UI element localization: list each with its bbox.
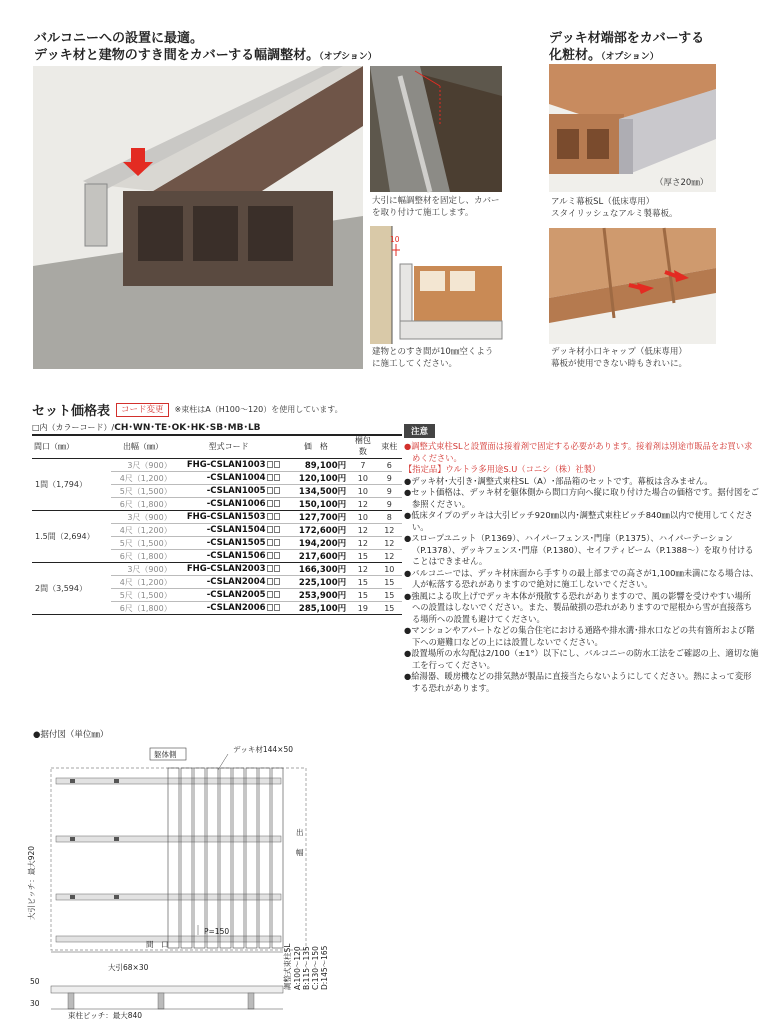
package-count-cell: 10	[349, 472, 376, 485]
depth-cell: 3尺（900）	[111, 459, 174, 472]
post-count-cell: 15	[377, 576, 402, 589]
deck-board	[181, 768, 192, 948]
depth-cell: 6尺（1,800）	[111, 498, 174, 511]
post-count-cell: 6	[377, 459, 402, 472]
balcony-heading: バルコニーへの設置に最適。 デッキ材と建物のすき間をカバーする幅調整材。（オプション）	[34, 31, 377, 63]
deck-board	[220, 768, 231, 948]
model-cell: -CSLAN1505	[175, 537, 283, 550]
depth-cell: 3尺（900）	[111, 511, 174, 524]
span-cell: 1.5間（2,694）	[32, 511, 111, 563]
price-cell: 285,100円	[283, 602, 350, 615]
main-photo	[33, 66, 363, 369]
span-cell: 1間（1,794）	[32, 459, 111, 511]
model-cell: -CSLAN1006	[175, 498, 283, 511]
package-count-cell: 12	[349, 524, 376, 537]
depth-cell: 4尺（1,200）	[111, 472, 174, 485]
installation-diagram	[28, 740, 358, 1022]
package-count-cell: 19	[349, 602, 376, 615]
note-item: ●設置場所の水勾配は2/100（±1°）以下にし、バルコニーの防水工法をご確認の上、適切な施工を行ってください。	[404, 648, 759, 670]
post-count-cell: 12	[377, 537, 402, 550]
table-row	[32, 459, 402, 472]
post-pitch-label: 束柱ピッチ：最大840	[68, 1011, 143, 1020]
package-count-cell: 12	[349, 537, 376, 550]
price-cell: 194,200円	[283, 537, 350, 550]
note-item: ●調整式束柱SLと設置面は接着剤で固定する必要があります。接着剤は別途市販品をお買い求めください。	[404, 441, 753, 463]
gap-dim-label: 10	[390, 235, 400, 244]
dim-30: 30	[30, 999, 40, 1008]
set-price-header	[32, 400, 343, 419]
cap-caption: デッキ材小口キャップ（低床専用） 幕板が使用できない時もきれいに。	[551, 347, 688, 369]
package-count-cell: 12	[349, 498, 376, 511]
span-cell: 2間（3,594）	[32, 563, 111, 615]
aluminum-panel-photo	[549, 64, 716, 192]
thickness-label: （厚さ20㎜）	[655, 178, 709, 188]
note-item: ●セット価格は、デッキ材を躯体側から間口方向へ縦に取り付けた場合の価格です。据付図をご参照ください。	[404, 487, 759, 509]
depth-label-2: 幅	[296, 848, 304, 857]
price-cell: 225,100円	[283, 576, 350, 589]
span-label: 間 口	[146, 940, 169, 949]
model-cell: FHG-CSLAN1003	[175, 459, 283, 472]
deck-board	[194, 768, 205, 948]
deck-board	[233, 768, 244, 948]
beams	[56, 778, 281, 942]
install-caption: 大引に幅調整材を固定し、カバー を取り付けて施工します。	[372, 196, 500, 218]
gap-caption: 建物とのすき間が10㎜空くよう に施工してください。	[372, 347, 494, 369]
depth-cell: 5尺（1,500）	[111, 589, 174, 602]
model-cell: -CSLAN2004	[175, 576, 283, 589]
deck-board	[246, 768, 257, 948]
sl-caption: アルミ幕板SL（低床専用） スタイリッシュなアルミ製幕板。	[551, 197, 678, 219]
depth-cell: 6尺（1,800）	[111, 602, 174, 615]
package-count-cell: 15	[349, 550, 376, 563]
set-price-title: セット価格表	[32, 404, 111, 419]
note-item: ●マンションやアパートなどの集合住宅における通路や排水溝･排水口などの共有箇所および階下への避難口などの上には設置しないでください。	[404, 625, 755, 647]
price-cell: 127,700円	[283, 511, 350, 524]
post-count-cell: 9	[377, 472, 402, 485]
table-header-row: 間口（㎜） 出幅（㎜） 型式コード 価 格 梱包数 束柱	[32, 434, 402, 459]
model-cell: -CSLAN2006	[175, 602, 283, 615]
beam-size-label: 大引68×30	[108, 963, 149, 972]
note-item: ●給湯器、暖房機などの排気熱が製品に直接当たらないようにしてください。熱によって変形する恐れがあります。	[404, 671, 752, 693]
notes-section	[404, 419, 759, 694]
deck-board	[259, 768, 270, 948]
note-item: ●低床タイプのデッキは大引ピッチ920㎜以内･調整式束柱ピッチ840㎜以内で使用してください。	[404, 510, 753, 532]
price-cell: 253,900円	[283, 589, 350, 602]
post-count-cell: 10	[377, 563, 402, 576]
diagram-title: ●据付図（単位㎜）	[33, 730, 109, 740]
color-code-line: □内（カラーコード）/CH･WN･TE･OK･HK･SB･MB･LB	[32, 420, 402, 436]
svg-text:B:115～135: B:115～135	[302, 946, 311, 990]
model-cell: -CSLAN1504	[175, 524, 283, 537]
post-count-cell: 12	[377, 550, 402, 563]
note-item: ●バルコニーでは、デッキ材床面から手すりの最上部までの高さが1,100㎜未満になる場合は、人が転落する恐れがありますので絶対に施工しないでください。	[404, 567, 759, 589]
post-note: ※束柱はA（H100～120）を使用しています。	[174, 405, 343, 414]
wall-side-label: 躯体側	[154, 750, 177, 759]
package-count-cell: 10	[349, 511, 376, 524]
depth-cell: 5尺（1,500）	[111, 485, 174, 498]
package-count-cell: 15	[349, 589, 376, 602]
price-cell: 120,100円	[283, 472, 350, 485]
price-cell: 134,500円	[283, 485, 350, 498]
table-row	[32, 563, 402, 576]
package-count-cell: 7	[349, 459, 376, 472]
package-count-cell: 10	[349, 485, 376, 498]
model-cell: -CSLAN1506	[175, 550, 283, 563]
note-item: ●デッキ材･大引き･調整式束柱SL（A）･部品箱のセットです。幕板は含みません。	[404, 475, 713, 486]
model-cell: FHG-CSLAN1503	[175, 511, 283, 524]
post-count-cell: 15	[377, 589, 402, 602]
package-count-cell: 15	[349, 576, 376, 589]
price-cell: 217,600円	[283, 550, 350, 563]
gap-diagram	[370, 226, 502, 344]
price-cell: 150,100円	[283, 498, 350, 511]
svg-text:A:100～120: A:100～120	[293, 946, 302, 990]
deck-board	[168, 768, 179, 948]
code-change-badge: コード変更	[116, 403, 169, 417]
notes-title: 注意	[404, 424, 435, 438]
note-item: ●スロープユニット（P.1369）、ハイパーフェンス･門扉（P.1375）、ハイパーテーション（P.1378）、デッキフェンス･門扉（P.1380）、セイフティビーム（P.1388～）を取り付けることはできません。	[404, 533, 754, 566]
post-count-cell: 9	[377, 498, 402, 511]
svg-text:C:130～150: C:130～150	[311, 946, 320, 990]
table-row	[32, 511, 402, 524]
deck-board	[207, 768, 218, 948]
beam-pitch-label: 大引ピッチ：最大920	[27, 845, 36, 920]
price-cell: 89,100円	[283, 459, 350, 472]
pitch-label: P=150	[204, 927, 230, 936]
post-count-cell: 15	[377, 602, 402, 615]
depth-cell: 6尺（1,800）	[111, 550, 174, 563]
post-count-cell: 9	[377, 485, 402, 498]
note-item: ●強風による吹上げでデッキ本体が飛散する恐れがありますので、風の影響を受けやすい場所への設置はしないでください。また、製品破損の恐れがありますので屋根から雪が直接落ちる場所への設置も避けてください。	[404, 590, 753, 624]
deck-material-label: デッキ材144×50	[233, 745, 293, 754]
dim-50: 50	[30, 977, 40, 986]
deck-boards	[168, 768, 283, 948]
price-table	[32, 434, 402, 615]
note-item: 【指定品】ウルトラ多用途S.U（コニシ（株）社製）	[404, 464, 601, 474]
depth-cell: 4尺（1,200）	[111, 524, 174, 537]
price-cell: 166,300円	[283, 563, 350, 576]
model-cell: -CSLAN1005	[175, 485, 283, 498]
model-cell: FHG-CSLAN2003	[175, 563, 283, 576]
install-photo	[370, 66, 502, 192]
cover-heading: デッキ材端部をカバーする 化粧材。（オプション）	[549, 31, 705, 63]
depth-label: 出	[296, 828, 304, 837]
model-cell: -CSLAN2005	[175, 589, 283, 602]
price-cell: 172,600円	[283, 524, 350, 537]
svg-text:D:145～165: D:145～165	[320, 945, 329, 990]
package-count-cell: 12	[349, 563, 376, 576]
end-cap-photo	[549, 228, 716, 344]
model-cell: -CSLAN1004	[175, 472, 283, 485]
post-count-cell: 12	[377, 524, 402, 537]
depth-cell: 4尺（1,200）	[111, 576, 174, 589]
deck-board	[272, 768, 283, 948]
post-type-label: 調整式束柱SL	[283, 943, 292, 990]
depth-cell: 5尺（1,500）	[111, 537, 174, 550]
depth-cell: 3尺（900）	[111, 563, 174, 576]
post-count-cell: 8	[377, 511, 402, 524]
